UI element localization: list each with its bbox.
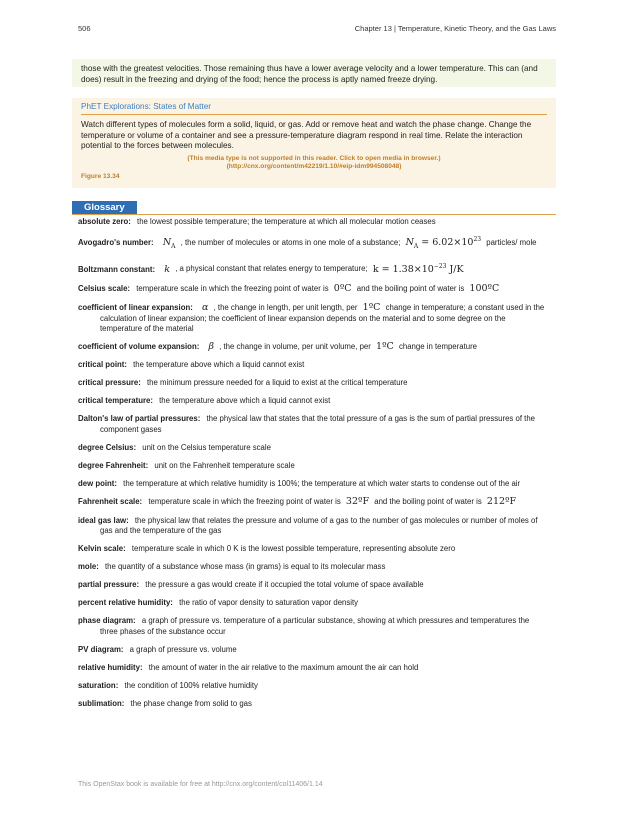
math-value: 1ºC bbox=[362, 302, 381, 314]
definition: the temperature above which a liquid cannot exist bbox=[159, 396, 331, 406]
term: critical temperature: bbox=[78, 396, 153, 406]
glossary-entry-critical-pressure bbox=[78, 378, 548, 388]
term: Avogadro's number: bbox=[78, 238, 154, 248]
math-equation: $N_A = 6.02\times 10^{23}$ bbox=[405, 236, 482, 251]
glossary-entry-saturation bbox=[78, 681, 548, 691]
term: degree Fahrenheit: bbox=[78, 460, 149, 470]
glossary-entry-phase-diagram bbox=[78, 616, 548, 637]
definition: the physical law that relates the pressure and volume of a gas to the number of gas molecules or number of moles of gas and the temperature of the gas bbox=[100, 516, 538, 536]
term: Kelvin scale: bbox=[78, 544, 126, 554]
term: ideal gas law: bbox=[78, 516, 129, 526]
glossary-entry-volume-expansion bbox=[78, 342, 548, 352]
math-symbol: k bbox=[164, 263, 171, 275]
definition-part: , the change in length, per unit length, per bbox=[213, 303, 358, 313]
term: critical pressure: bbox=[78, 378, 141, 388]
definition-part: change in temperature bbox=[398, 342, 478, 352]
glossary-entry-celsius-scale bbox=[78, 284, 548, 294]
math-value: 1ºC bbox=[376, 341, 394, 353]
term: saturation: bbox=[78, 680, 119, 690]
glossary-entry-critical-temperature bbox=[78, 396, 548, 406]
glossary-heading-bar bbox=[72, 201, 556, 215]
definition-part: temperature scale in which the freezing point of water is bbox=[148, 496, 341, 506]
page-footer: This OpenStax book is available for free at http://cnx.org/content/col11406/1.14 bbox=[78, 781, 323, 788]
term: partial pressure: bbox=[78, 580, 140, 590]
glossary-entry-dew-point bbox=[78, 479, 548, 489]
definition-part: and the boiling point of water is bbox=[356, 284, 465, 294]
math-symbol: $N_A$ bbox=[162, 237, 176, 251]
math-symbol: α bbox=[201, 302, 209, 314]
term: dew point: bbox=[78, 478, 117, 488]
glossary-entry-absolute-zero bbox=[78, 217, 548, 227]
definition: temperature scale in which 0 K is the lowest possible temperature, representing absolute zero bbox=[131, 544, 456, 554]
phet-box bbox=[72, 98, 556, 188]
glossary-list bbox=[78, 217, 548, 717]
page-number: 506 bbox=[78, 24, 91, 33]
glossary-entry-boltzmann bbox=[78, 261, 548, 275]
definition: the lowest possible temperature; the temperature at which all molecular motion ceases bbox=[137, 217, 436, 226]
definition-part: change in temperature; a constant used in the calculation of linear expansion; the coefficient of linear expansion depends on the material and to some degree on the temperature of the material bbox=[100, 303, 545, 334]
term: coefficient of volume expansion: bbox=[78, 342, 200, 352]
chapter-title: Chapter 13 | Temperature, Kinetic Theory, and the Gas Laws bbox=[354, 24, 556, 33]
definition-part: , a physical constant that relates energy to temperature; bbox=[175, 264, 368, 274]
definition: a graph of pressure vs. temperature of a particular substance, showing at which pressures and temperatures the three phases of the substance occur bbox=[100, 616, 530, 636]
definition: the ratio of vapor density to saturation vapor density bbox=[179, 598, 359, 608]
glossary-entry-avogadro bbox=[78, 235, 548, 252]
glossary-entry-sublimation bbox=[78, 699, 548, 709]
math-value: 212ºF bbox=[486, 495, 517, 507]
definition-part: and the boiling point of water is bbox=[374, 496, 482, 506]
term: coefficient of linear expansion: bbox=[78, 303, 193, 313]
term: Fahrenheit scale: bbox=[78, 496, 143, 506]
definition-part: , the change in volume, per unit volume, per bbox=[219, 342, 371, 352]
definition: a graph of pressure vs. volume bbox=[129, 644, 237, 654]
term: Dalton's law of partial pressures: bbox=[78, 414, 201, 424]
glossary-entry-relative-humidity bbox=[78, 663, 548, 673]
definition: unit on the Fahrenheit temperature scale bbox=[154, 460, 295, 470]
definition: the temperature above which a liquid cannot exist bbox=[133, 360, 305, 370]
phet-title: PhET Explorations: States of Matter bbox=[81, 102, 547, 115]
definition: the temperature at which relative humidity is 100%; the temperature at which water starts to condense out of the air bbox=[123, 478, 521, 488]
glossary-entry-critical-point bbox=[78, 360, 548, 370]
definition-part: , the number of molecules or atoms in one mole of a substance; bbox=[180, 238, 401, 248]
media-link[interactable]: (This media type is not supported in this reader. Click to open media in browser.) (http://cnx.org/content/m42219/1.10/#eip-idm994508048) bbox=[187, 154, 441, 171]
phet-text: Watch different types of molecules form a solid, liquid, or gas. Add or remove heat and watch the phase change. Change the temperature or volume of a container and see a pressure-temperature diagram respond in real time. Relate the interaction potential to the forces between molecules. bbox=[81, 120, 532, 151]
math-equation: $k = 1.38\times 10^{-23}$ J/K bbox=[372, 262, 464, 275]
intro-text: those with the greatest velocities. Those remaining thus have a lower average velocity and a lower temperature. This can (and does) result in the freezing and drying of the food; hence the process is aptly named freeze drying. bbox=[81, 64, 538, 84]
definition-part: particles/ mole bbox=[486, 238, 537, 248]
glossary-entry-percent-relative-humidity bbox=[78, 598, 548, 608]
glossary-entry-partial-pressure bbox=[78, 580, 548, 590]
term: phase diagram: bbox=[78, 616, 136, 626]
term: sublimation: bbox=[78, 698, 125, 708]
math-value: 32ºF bbox=[345, 495, 370, 507]
term: percent relative humidity: bbox=[78, 598, 173, 608]
glossary-heading: Glossary bbox=[72, 201, 137, 214]
term: critical point: bbox=[78, 360, 127, 370]
math-value: 100ºC bbox=[469, 283, 500, 295]
definition-part: temperature scale in which the freezing point of water is bbox=[136, 284, 329, 294]
term: degree Celsius: bbox=[78, 442, 137, 452]
term: relative humidity: bbox=[78, 662, 143, 672]
glossary-entry-pv-diagram bbox=[78, 645, 548, 655]
math-symbol: β bbox=[208, 341, 214, 353]
definition: the phase change from solid to gas bbox=[130, 698, 252, 708]
definition: the physical law that states that the total pressure of a gas is the sum of partial pressures of the component gases bbox=[100, 414, 535, 434]
term: mole: bbox=[78, 562, 99, 572]
definition: the amount of water in the air relative to the maximum amount the air can hold bbox=[148, 662, 419, 672]
term: Celsius scale: bbox=[78, 284, 131, 294]
intro-box bbox=[72, 59, 556, 87]
glossary-entry-ideal-gas-law bbox=[78, 516, 548, 537]
glossary-entry-kelvin-scale bbox=[78, 544, 548, 554]
glossary-entry-degree-fahrenheit bbox=[78, 461, 548, 471]
glossary-entry-daltons-law bbox=[78, 414, 548, 435]
glossary-entry-degree-celsius bbox=[78, 443, 548, 453]
figure-label: Figure 13.34 bbox=[81, 172, 120, 180]
definition: unit on the Celsius temperature scale bbox=[142, 442, 271, 452]
term: absolute zero: bbox=[78, 217, 131, 226]
definition: the quantity of a substance whose mass (in grams) is equal to its molecular mass bbox=[104, 562, 386, 572]
term: PV diagram: bbox=[78, 644, 124, 654]
definition: the pressure a gas would create if it occupied the total volume of space available bbox=[145, 580, 424, 590]
glossary-entry-fahrenheit-scale bbox=[78, 497, 548, 507]
definition: the minimum pressure needed for a liquid to exist at the critical temperature bbox=[147, 378, 408, 388]
glossary-entry-linear-expansion bbox=[78, 303, 548, 334]
math-value: 0ºC bbox=[333, 283, 352, 295]
term: Boltzmann constant: bbox=[78, 264, 156, 274]
definition: the condition of 100% relative humidity bbox=[124, 680, 258, 690]
glossary-entry-mole bbox=[78, 562, 548, 572]
